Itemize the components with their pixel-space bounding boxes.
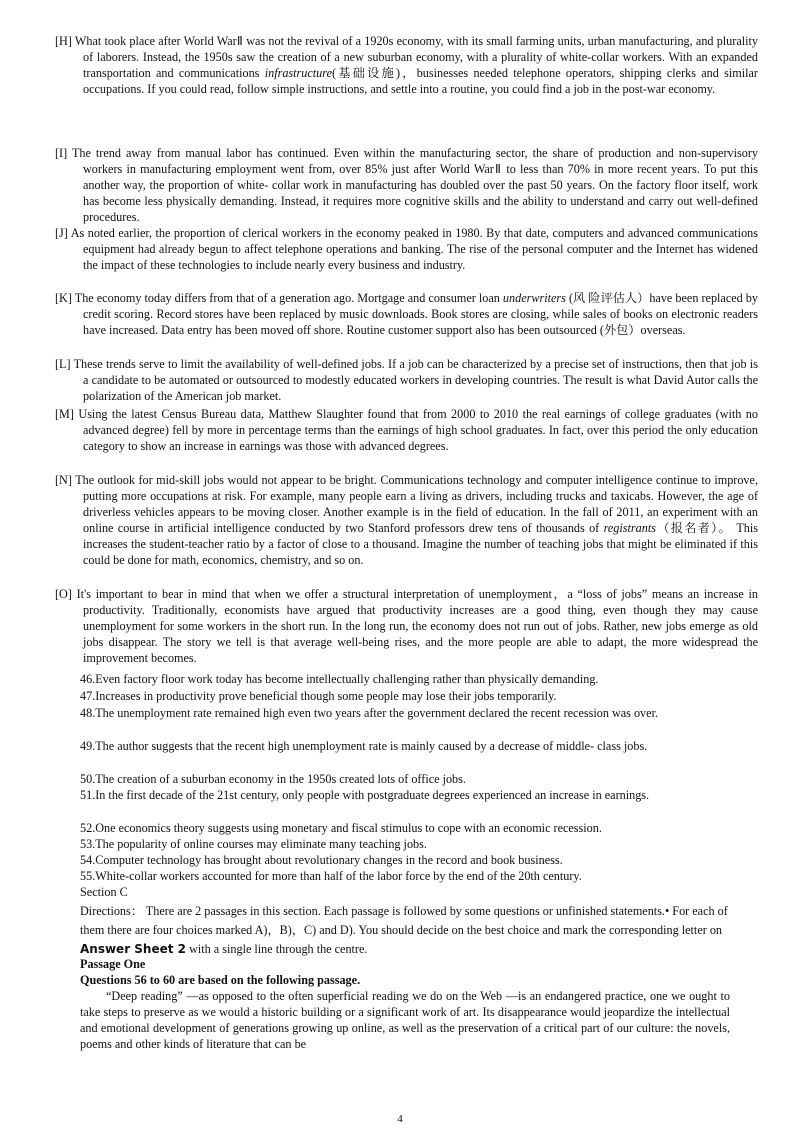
question-49: 49.The author suggests that the recent high unemployment rate is mainly caused by a decrease of middle- class jobs. [80,739,648,753]
paragraph-k-term: underwriters [502,291,566,305]
question-47: 47.Increases in productivity prove beneficial though some people may lose their jobs temporarily. [80,689,557,703]
question-52: 52.One economics theory suggests using monetary and fiscal stimulus to cope with an economic recession. [80,821,602,835]
passage-body: “Deep reading” —as opposed to the often superficial reading we do on the Web —is an endangered practice, one we ought to take steps to preserve as we would a historic building or a significant work of art. Its disappearance would jeopardize the intellectual and emotional development of generations growing up online, as well as the preservation of a critical part of our culture: the novels, poems and other kinds of literature that can be [80,989,730,1052]
question-54: 54.Computer technology has brought about revolutionary changes in the record and book business. [80,853,563,867]
paragraph-k: [K] The economy today differs from that of a generation ago. Mortgage and consumer loan underwriters (风 险评估人）have been replaced by credit scoring. Record stores have been replaced by music downloads. Book stores are closing, while sales of books on electronic readers have increased. Data entry has been moved off shore. Routine customer support also has been outsourced (外包）overseas. [55,291,758,338]
question-48: 48.The unemployment rate remained high even two years after the government declared the recent recession was over. [80,706,658,720]
question-53: 53.The popularity of online courses may eliminate many teaching jobs. [80,837,427,851]
paragraph-h-term: infrastructure [264,66,332,81]
paragraph-j: [J] As noted earlier, the proportion of clerical workers in the economy peaked in 1980. By that date, computers and advanced communications equipment had already begun to affect telephone operations and banking. The rise of the personal computer and the Internet has widened the impact of these technologies to include nearly every business and industry. [55,226,758,273]
paragraph-o: [O] It's important to bear in mind that when we offer a structural interpretation of unemployment，a “loss of jobs” means an increase in productivity. Traditionally, economists have argued that productivity increases are a good thing, even though they may cause unemployment for some workers in the short run. In the long run, the economy does not run out of jobs. Rather, new jobs emerge as old jobs disappear. The story we tell is that average well-being rises, and the more people are able to adapt, the more widespread the improvement becomes. [55,587,758,666]
section-c-title: Section C [80,885,128,899]
paragraph-l: [L] These trends serve to limit the availability of well-defined jobs. If a job can be characterized by a precise set of instructions, then that job is a candidate to be automated or outsourced to modestly educated workers in developing countries. The result is what David Autor calls the polarization of the American job market. [55,357,758,404]
questions-heading: Questions 56 to 60 are based on the following passage. [80,973,361,987]
question-55: 55.White-collar workers accounted for more than half of the labor force by the end of the 20th century. [80,869,582,883]
section-c-directions: Directions： There are 2 passages in this section. Each passage is followed by some questions or unfinished statements.• For each of them there are four choices marked A)，B)，C) and D). You should decide on the best choice and mark the corresponding letter on Answer Sheet 2 with a single line through the centre. [80,904,728,956]
paragraph-n: [N] The outlook for mid-skill jobs would not appear to be bright. Communications technology and computer intelligence continue to improve, putting more occupations at risk. For example, many people earn a living as drivers, including trucks and taxicabs. However, the age of driverless vehicles appears to be moving closer. Another example is in the field of education. In the fall of 2011, an experiment with an online course in artificial intelligence conducted by two Stanford professors drew tens of thousands of registrants（报名者）。 This increases the student-teacher ratio by a factor of close to a thousand. Imagine the number of teaching jobs that might be eliminated if this could be done for math, economics, chemistry, and so on. [55,473,758,568]
paragraph-h: [H] What took place after World WarⅡ was not the revival of a 1920s economy, with its small farming units, urban manufacturing, and plurality of laborers. Instead, the 1950s saw the creation of a new suburban economy, with a plurality of white-collar workers. With an expanded transportation and communications infrastructure(基础设施)，businesses needed telephone operators, shipping clerks and similar occupations. If you could read, follow simple instructions, and settle into a routine, you could find a job in the post-war economy. [55,34,758,97]
page-number: 4 [397,1113,403,1125]
paragraph-i: [I] The trend away from manual labor has continued. Even within the manufacturing sector, the share of production and non-supervisory workers in manufacturing employment went from, over 85% just after World WarⅡ to less than 70% in more recent years. To put this another way, the proportion of white- collar work in manufacturing has doubled over the past 50 years. On the factory floor itself, work has become less physically demanding. Instead, it requires more cognitive skills and the ability to understand and carry out well-defined procedures. [55,146,758,225]
paragraph-n-term: registrants [603,521,656,536]
answer-sheet-label: Answer Sheet 2 [80,942,187,956]
question-46: 46.Even factory floor work today has become intellectually challenging rather than physically demanding. [80,672,599,686]
paragraph-m: [M] Using the latest Census Bureau data, Matthew Slaughter found that from 2000 to 2010 the real earnings of college graduates (with no advanced degree) fell by more in percentage terms than the earnings of high school graduates. In fact, over this period the only education category to show an increase in earnings was those with advanced degrees. [55,407,758,454]
passage-title: Passage One [80,957,146,971]
question-51: 51.In the first decade of the 21st century, only people with postgraduate degrees experienced an increase in earnings. [80,788,650,802]
question-50: 50.The creation of a suburban economy in the 1950s created lots of office jobs. [80,772,466,786]
